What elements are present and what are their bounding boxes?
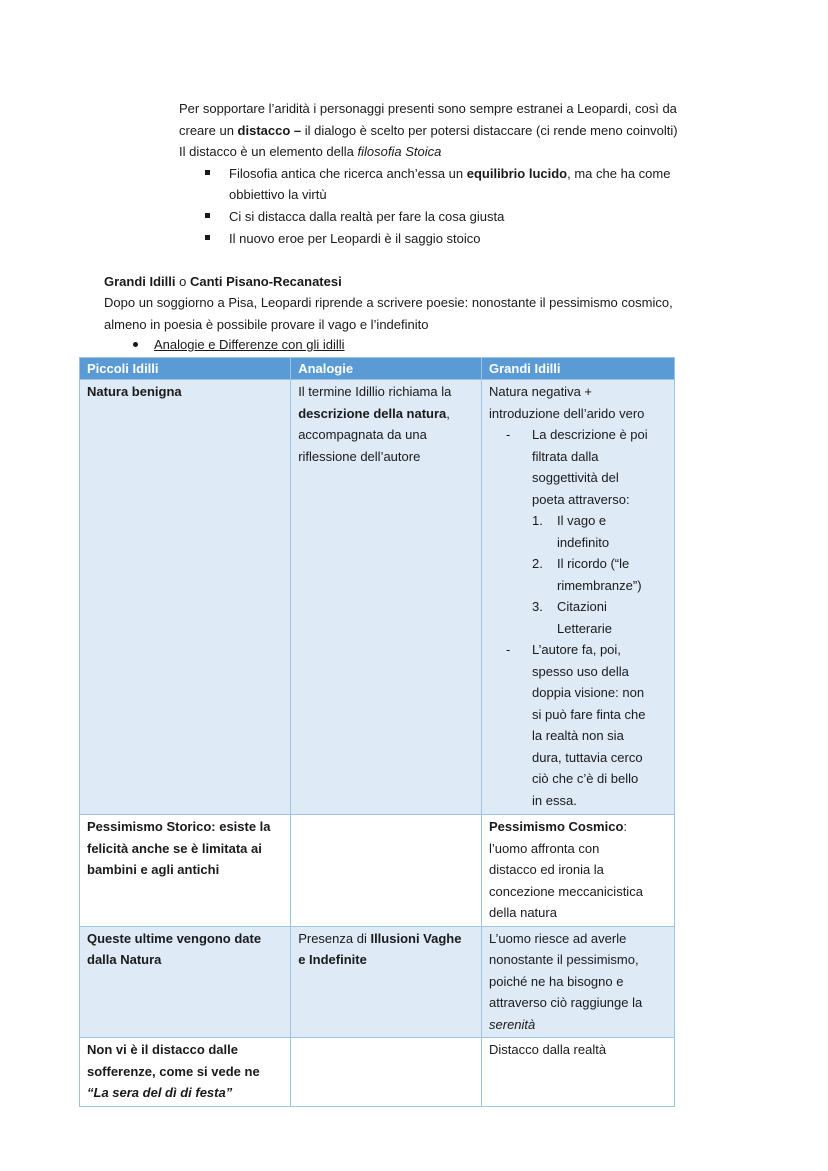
list-number: 1. [532, 513, 543, 528]
numbered-list-item [482, 596, 668, 639]
intro-line-2 [179, 120, 678, 141]
bold-text: Pessimismo Storico: esiste la [87, 819, 271, 834]
text: soggettività del [532, 470, 619, 485]
cell-piccoli [80, 380, 291, 815]
text: introduzione dell’arido vero [489, 405, 645, 421]
text: poiché ne ha bisogno e [489, 973, 624, 989]
text: creare un [179, 123, 238, 138]
bold-text: distacco – [237, 123, 302, 138]
square-bullet-icon [205, 213, 210, 218]
text: filtrata dalla [532, 448, 599, 464]
square-bullet-icon [205, 235, 210, 240]
cell-piccoli [80, 1038, 291, 1107]
round-bullet-icon [133, 342, 138, 347]
cell-piccoli [80, 815, 291, 927]
dash-list-item [482, 424, 668, 510]
table-row [80, 1038, 675, 1107]
cell-analogie [291, 380, 482, 815]
text [298, 928, 475, 950]
bold-text: descrizione della natura [298, 405, 447, 421]
text: dura, tuttavia cerco [532, 749, 643, 765]
text: accompagnata da una [298, 427, 427, 442]
text: la realtà non sia [532, 728, 624, 743]
numbered-list-item [482, 510, 668, 553]
section-paragraph-line-2: almeno in poesia è possibile provare il vago e l’indefinito [104, 317, 429, 332]
text: Letterarie [557, 620, 612, 636]
text: doppia visione: non [532, 685, 645, 700]
text: l’uomo affronta con [489, 840, 600, 856]
bold-text: sofferenze, come si vede ne [87, 1063, 260, 1079]
cell-analogie [291, 1038, 482, 1107]
text: La descrizione è poi [532, 427, 648, 442]
bold-text: e Indefinite [298, 952, 367, 967]
square-bullet-icon [205, 170, 210, 175]
text: della natura [489, 905, 557, 920]
text: si può fare finta che [532, 706, 646, 722]
text: , [446, 405, 450, 421]
text: Natura negativa + [489, 384, 592, 399]
intro-line-3 [179, 141, 441, 162]
text: , ma che ha come [567, 166, 671, 181]
text: in essa. [532, 792, 577, 808]
bold-text: Natura benigna [87, 384, 182, 399]
bold-text: bambini e agli antichi [87, 862, 220, 877]
text: o [175, 274, 190, 289]
bold-text: Pessimismo Cosmico [489, 819, 624, 834]
comparison-table [79, 357, 675, 1107]
table-caption-bullet: Analogie e Differenze con gli idilli [154, 337, 345, 352]
header-piccoli-idilli: Piccoli Idilli [80, 358, 291, 380]
text [298, 403, 475, 425]
text: Filosofia antica che ricerca anch’essa un [229, 166, 467, 181]
header-analogie: Analogie [291, 358, 482, 380]
text: nonostante il pessimismo, [489, 952, 639, 967]
table-header-row [80, 358, 675, 380]
text: Il distacco è un elemento della [179, 144, 358, 159]
bullet-item-1 [229, 163, 670, 184]
italic-text: filosofia Stoica [357, 144, 442, 159]
italic-text: “La sera del dì di festa” [87, 1085, 233, 1100]
cell-analogie [291, 926, 482, 1038]
bullet-item-1-cont: obbiettivo la virtù [229, 187, 327, 202]
text: spesso uso della [532, 663, 629, 679]
text: il dialogo è scelto per potersi distaccare (ci rende meno coinvolti) [301, 123, 678, 138]
cell-grandi [482, 380, 675, 815]
bullet-item-2: Ci si distacca dalla realtà per fare la cosa giusta [229, 209, 505, 224]
numbered-list-item [482, 553, 668, 596]
list-number: 2. [532, 556, 543, 571]
text: rimembranze”) [557, 577, 642, 593]
bold-text: Illusioni Vaghe [370, 930, 462, 946]
text: L’autore fa, poi, [532, 642, 621, 657]
bold-text: dalla Natura [87, 952, 162, 967]
section-heading [104, 271, 342, 292]
cell-grandi [482, 926, 675, 1038]
text: Il vago e [557, 513, 607, 528]
table-row [80, 815, 675, 927]
cell-piccoli [80, 926, 291, 1038]
list-number: 3. [532, 599, 543, 614]
text: riflessione dell’autore [298, 448, 421, 464]
table-row [80, 926, 675, 1038]
text: ciò che c’è di bello [532, 771, 639, 786]
text: concezione meccanicistica [489, 883, 643, 899]
bold-text: equilibrio lucido [466, 166, 568, 181]
text: poeta attraverso: [532, 491, 630, 507]
text [489, 816, 668, 838]
text: Distacco dalla realtà [489, 1042, 607, 1057]
text: attraverso ciò raggiunge la [489, 995, 643, 1010]
bold-text: Canti Pisano-Recanatesi [189, 274, 342, 289]
text: distacco ed ironia la [489, 862, 604, 877]
bullet-item-3: Il nuovo eroe per Leopardi è il saggio stoico [229, 231, 481, 246]
bold-text: Non vi è il distacco dalle [87, 1042, 238, 1057]
table-row [80, 380, 675, 815]
bold-text: Queste ultime vengono date [87, 930, 262, 946]
bold-text: Grandi Idilli [104, 274, 176, 289]
text: Il termine Idillio richiama la [298, 384, 452, 399]
intro-line-1: Per sopportare l’aridità i personaggi presenti sono sempre estranei a Leopardi, così da [179, 101, 677, 116]
cell-grandi [482, 815, 675, 927]
cell-grandi [482, 1038, 675, 1107]
dash-bullet: - [506, 427, 511, 442]
bold-text [87, 1082, 284, 1104]
text: Il ricordo (“le [557, 556, 630, 571]
section-paragraph-line-1: Dopo un soggiorno a Pisa, Leopardi riprende a scrivere poesie: nonostante il pessimismo cosmico, [104, 295, 673, 310]
text: Citazioni [557, 599, 607, 614]
italic-text: serenità [489, 1016, 536, 1032]
dash-bullet: - [506, 642, 511, 657]
bold-text: felicità anche se è limitata ai [87, 840, 262, 856]
text: : [623, 819, 628, 834]
dash-list-item [482, 639, 668, 811]
header-grandi-idilli: Grandi Idilli [482, 358, 675, 380]
text: Presenza di [298, 930, 371, 946]
cell-analogie [291, 815, 482, 927]
text: indefinito [557, 534, 610, 550]
text: L’uomo riesce ad averle [489, 930, 627, 946]
